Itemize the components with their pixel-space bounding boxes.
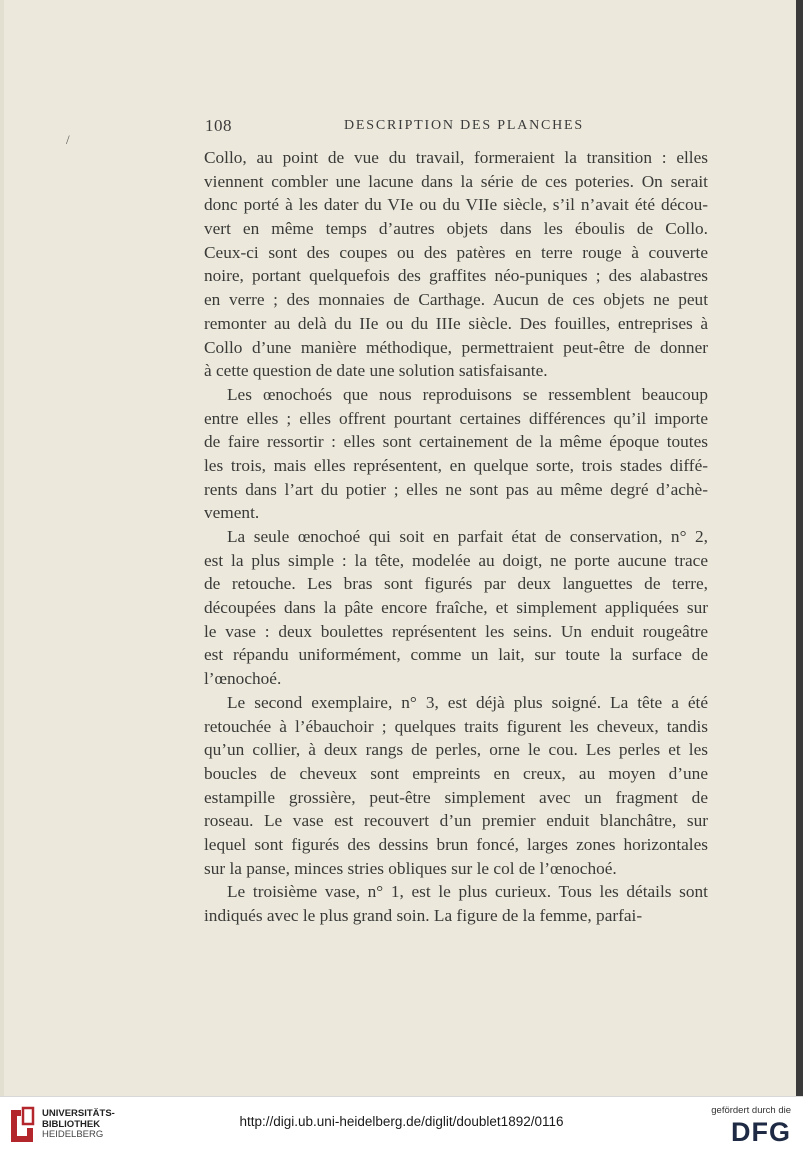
text-line: qu’un collier, à deux rangs de perles, orne le cou. Les perles et les bbox=[204, 740, 708, 760]
header-title: DESCRIPTION DES PLANCHES bbox=[344, 118, 584, 133]
text-line: découpées dans la pâte encore fraîche, et simplement appliquées sur bbox=[204, 598, 708, 618]
dfg-logo: DFG bbox=[731, 1117, 791, 1147]
text-line: Le second exemplaire, n° 3, est déjà plus soigné. La tête a été bbox=[227, 692, 708, 712]
margin-mark: / bbox=[66, 132, 70, 147]
text-line: Collo d’une manière méthodique, permettraient peut-être de donner bbox=[204, 337, 708, 357]
text-line: est répandu uniformément, comme un lait, sur toute la surface de bbox=[204, 645, 708, 665]
source-url[interactable]: http://digi.ub.uni-heidelberg.de/diglit/doublet1892/0116 bbox=[239, 1114, 564, 1129]
funder-block bbox=[711, 1105, 791, 1146]
funded-by-label: gefördert durch die bbox=[711, 1105, 791, 1116]
text-line: retouchée à l’ébauchoir ; quelques traits figurent les cheveux, tandis bbox=[204, 716, 708, 736]
text-line: Ceux-ci sont des coupes ou des patères en terre rouge à couverte bbox=[204, 242, 708, 262]
page-number: 108 bbox=[205, 116, 232, 135]
text-line: noire, portant quelquefois des graffites néo-puniques ; des alabastres bbox=[204, 266, 708, 286]
page-right-edge bbox=[796, 0, 803, 1096]
text-line: l’œnochoé. bbox=[204, 669, 282, 689]
text-line: de faire ressortir : elles sont certainement de la même époque toutes bbox=[204, 432, 708, 452]
text-line: les trois, mais elles représentent, en quelque sorte, trois stades diffé- bbox=[204, 455, 708, 475]
text-line: est la plus simple : la tête, modelée au doigt, ne porte aucune trace bbox=[204, 550, 708, 570]
text-line: vert en même temps d’autres objets dans les éboulis de Collo. bbox=[204, 219, 708, 239]
text-line: estampille grossière, peut-être simplement avec un fragment de bbox=[204, 787, 708, 807]
text-line: Les œnochoés que nous reproduisons se ressemblent beaucoup bbox=[227, 384, 708, 404]
text-line: entre elles ; elles offrent pourtant certaines différences qu’il importe bbox=[204, 408, 708, 428]
text-line: Collo, au point de vue du travail, formeraient la transition : elles bbox=[204, 148, 708, 167]
text-line: boucles de cheveux sont empreints en creux, au moyen d’une bbox=[204, 763, 708, 783]
library-name-line: BIBLIOTHEK bbox=[42, 1118, 101, 1130]
text-line: La seule œnochoé qui soit en parfait état de conservation, n° 2, bbox=[227, 527, 708, 546]
text-line: remonter au delà du IIe ou du IIIe siècle. Des fouilles, entreprises à bbox=[204, 313, 708, 333]
footer-bar bbox=[0, 1096, 803, 1154]
library-name-line: UNIVERSITÄTS- bbox=[42, 1108, 115, 1119]
text-line: Le troisième vase, n° 1, est le plus curieux. Tous les détails sont bbox=[227, 882, 708, 902]
running-head bbox=[205, 116, 707, 138]
text-line: vement. bbox=[204, 503, 260, 523]
text-line: le vase : deux boulettes représentent les seins. Un enduit rougeâtre bbox=[204, 621, 708, 641]
library-name-line: HEIDELBERG bbox=[42, 1129, 104, 1140]
text-line: indiqués avec le plus grand soin. La figure de la femme, parfai- bbox=[204, 906, 643, 925]
text-line: roseau. Le vase est recouvert d’un premier enduit blanchâtre, sur bbox=[204, 811, 708, 831]
text-line: viennent combler une lacune dans la série de ces poteries. On serait bbox=[204, 171, 708, 191]
text-line: en verre ; des monnaies de Carthage. Aucun de ces objets ne peut bbox=[204, 290, 708, 310]
text-line: rents dans l’art du potier ; elles ne sont pas au même degré d’achè- bbox=[204, 479, 708, 499]
text-line: à cette question de date une solution satisfaisante. bbox=[204, 361, 548, 381]
text-line: de retouche. Les bras sont figurés par deux languettes de terre, bbox=[204, 574, 708, 594]
body-text bbox=[204, 146, 708, 928]
text-line: sur la panse, minces stries obliques sur le col de l’œnochoé. bbox=[204, 858, 617, 878]
text-line: lequel sont figurés des dessins brun foncé, larges zones horizontales bbox=[204, 834, 708, 854]
page-left-edge bbox=[0, 0, 4, 1096]
text-line: donc porté à les dater du VIe ou du VIIe siècle, s’il n’avait été décou- bbox=[204, 195, 708, 215]
